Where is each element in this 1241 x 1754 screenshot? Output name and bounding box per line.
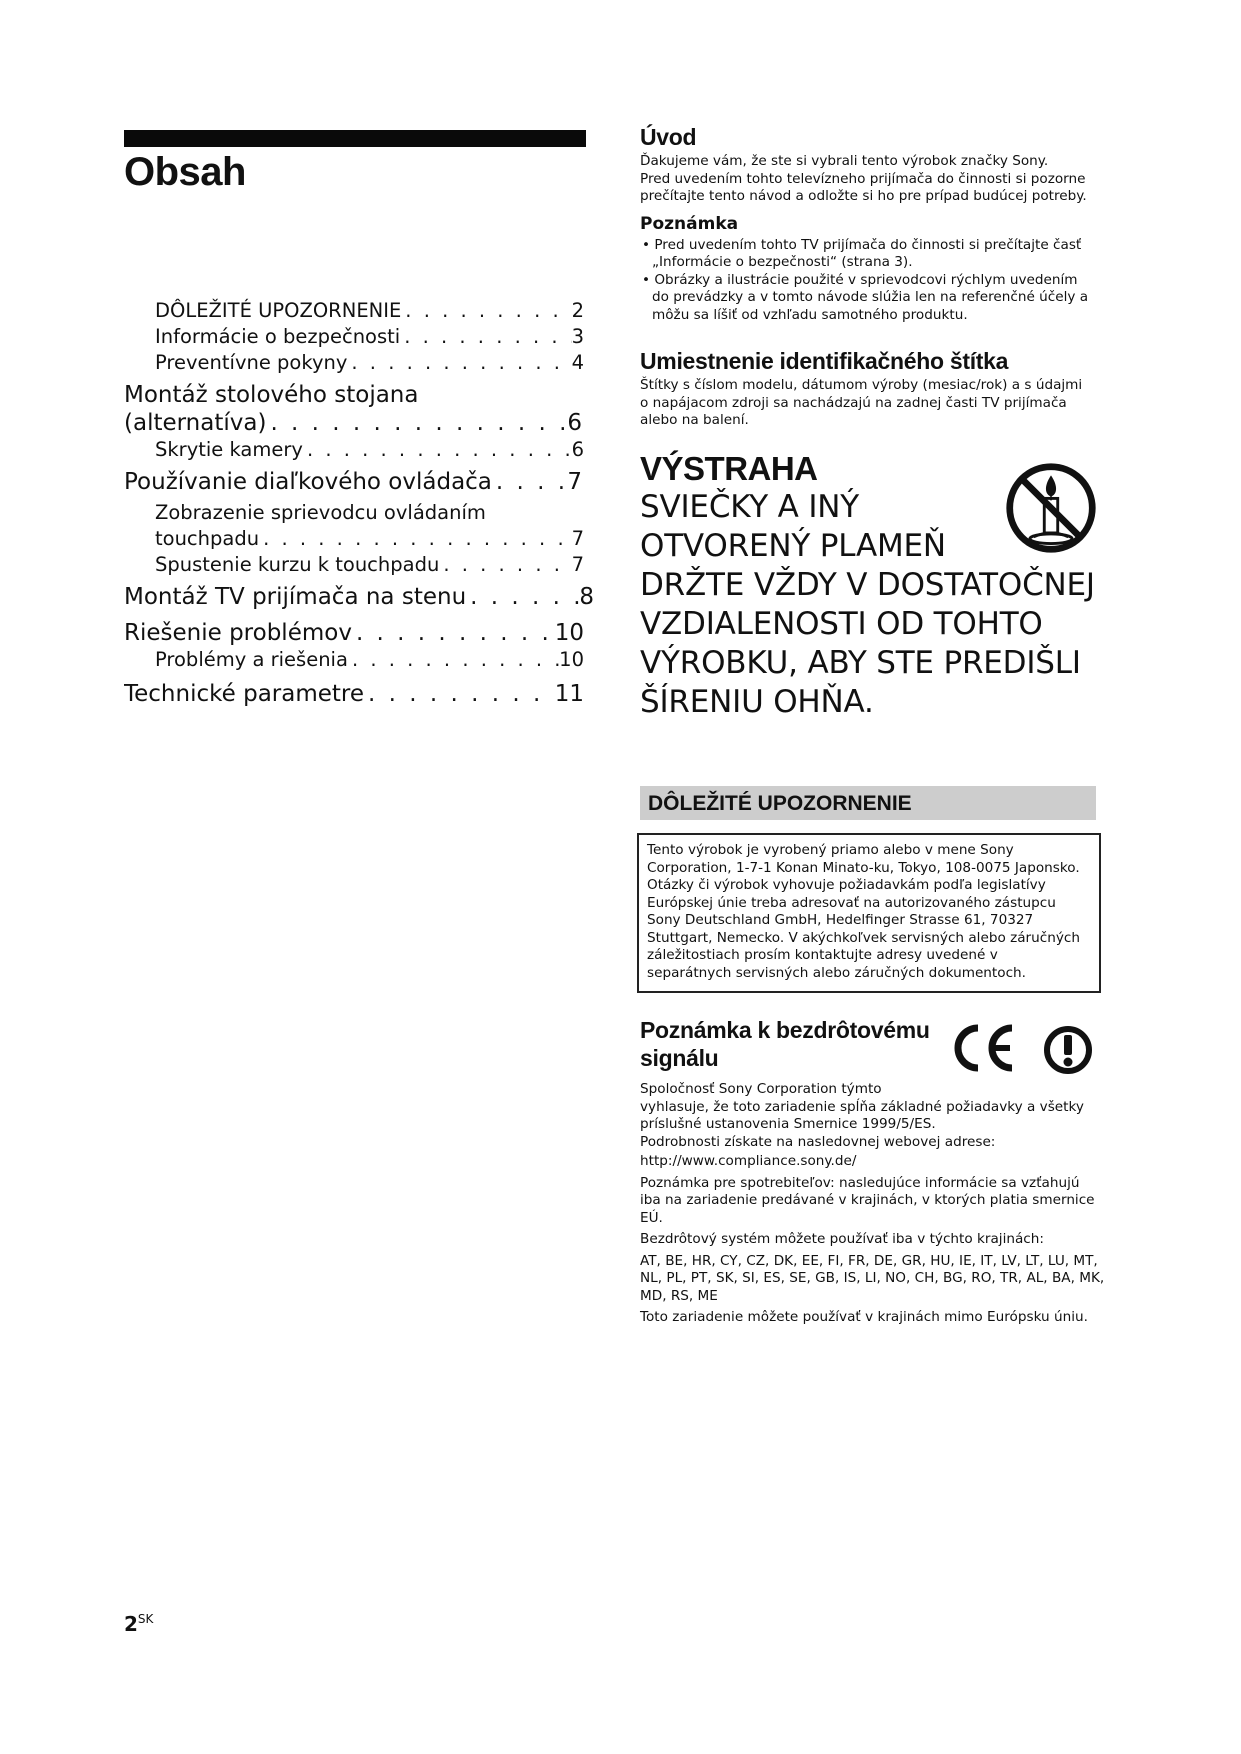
wireless-heading: Poznámka k bezdrôtovému signálu xyxy=(640,1017,930,1071)
language-code: SK xyxy=(137,1612,154,1626)
intro-line: prečítajte tento návod a odložte si ho pre prípad budúcej potreby. xyxy=(640,188,1087,204)
toc-entry[interactable]: Informácie o bezpečnosti . . . 3 xyxy=(124,324,594,350)
compliance-url[interactable]: http://www.compliance.sony.de/ xyxy=(640,1153,857,1169)
label-location-heading: Umiestnenie identifikačného štítka xyxy=(640,348,1009,374)
page-number: $2^{SK}$ xyxy=(124,1612,154,1636)
note-heading: Poznámka xyxy=(640,213,739,234)
toc-entry-line1[interactable]: Zobrazenie sprievodcu ovládaním xyxy=(155,501,486,524)
important-notice-heading: DÔLEŽITÉ UPOZORNENIE xyxy=(640,786,1096,820)
toc-entry[interactable]: Technické parametre . . . 11 xyxy=(124,680,594,708)
alert-mark-icon xyxy=(1042,1024,1094,1076)
intro-line: Ďakujeme vám, že ste si vybrali tento výrobok značky Sony. xyxy=(640,153,1049,169)
toc-entry[interactable]: Používanie diaľkového ovládača . . . 7 xyxy=(124,468,594,496)
toc-entry[interactable]: Preventívne pokyny . . . 4 xyxy=(124,350,594,376)
toc-entry[interactable]: (alternatíva) . . . 6 xyxy=(124,409,594,437)
important-notice-box: Tento výrobok je vyrobený priamo alebo v mene Sony Corporation, 1-7-1 Konan Minato-ku, Tokyo, 108-0075 Japonsko. Otázky či výrobok vyhovuje požiadavkám podľa legislatívy Európskej únie treba adresovať na autorizovaného zástupcu Sony Deutschland GmbH, Hedelfinger Strasse 61, 70327 Stuttgart, Nemecko. V akýchkoľvek servisných alebo záručných záležitostiach prosím kontaktujte adresy uvedené v separátnych servisných alebo záručných dokumentoch. xyxy=(637,833,1101,993)
intro-line: Pred uvedením tohto televízneho prijímača do činnosti si pozorne xyxy=(640,170,1086,187)
ce-mark-icon xyxy=(948,1022,1016,1074)
toc-title-bar xyxy=(124,130,586,147)
toc-entry[interactable]: DÔLEŽITÉ UPOZORNENIE . . . 2 xyxy=(124,298,594,324)
label-location-section: Umiestnenie identifikačného štítka Štítky s číslom modelu, dátumom výroby (mesiac/rok) a s údajmi o napájacom zdroji sa nachádzajú na zadnej časti TV prijímača alebo na balení. xyxy=(640,348,1108,430)
toc-entry[interactable]: Montáž TV prijímača na stenu . . . 8 xyxy=(124,583,594,611)
no-open-flame-icon xyxy=(1003,460,1099,556)
note-bullet: • Pred uvedením tohto TV prijímača do činnosti si prečítajte časť „Informácie o bezpečnosti“ (strana 3). xyxy=(642,236,1082,270)
warning-text: SVIEČKY A INÝ OTVORENÝ PLAMEŇ DRŽTE VŽDY V DOSTATOČNEJ VZDIALENOSTI OD TOHTO VÝROBKU, ABY STE PREDIŠLI ŠÍRENIU OHŇA. xyxy=(640,489,1095,720)
toc-entry[interactable]: Riešenie problémov . . . 10 xyxy=(124,619,594,647)
table-of-contents xyxy=(124,298,594,708)
note-bullet: • Obrázky a ilustrácie použité v sprievodcovi rýchlym uvedením do prevádzky a v tomto návode slúžia len na referenčné účely a môžu sa líšiť od vzhľadu samotného produktu. xyxy=(642,271,1089,323)
intro-section xyxy=(640,124,1108,324)
toc-title: Obsah xyxy=(124,150,246,194)
toc-entry-line1[interactable]: Montáž stolového stojana xyxy=(124,382,419,408)
toc-entry[interactable]: Skrytie kamery . . . 6 xyxy=(124,437,594,463)
toc-entry[interactable]: Problémy a riešenia . . . 10 xyxy=(124,647,594,673)
toc-entry[interactable]: touchpadu . . . 7 xyxy=(124,526,594,552)
toc-entry[interactable]: Spustenie kurzu k touchpadu . . . 7 xyxy=(124,552,594,578)
warning-title: VÝSTRAHA xyxy=(640,450,818,487)
wireless-section: Poznámka k bezdrôtovému signálu Spoločnosť Sony Corporation týmto vyhlasuje, že toto zariadenie spĺňa základné požiadavky a všetky príslušné ustanovenia Smernice 1999/5/ES. Podrobnosti získate na nasledovnej webovej adrese: http://www.compliance.sony.de/ Poznámka pre spotrebiteľov: nasledujúce informácie sa vzťahujú iba na zariadenie predávané v krajinách, v ktorých platia smernice EÚ. Bezdrôtový systém môžete používať iba v týchto krajinách: AT, BE, HR, CY, CZ, DK, EE, FI, FR, DE, GR, HU, IE, IT, LV, LT, LU, MT, NL, PL, PT, SK, SI, ES, SE, GB, IS, LI, NO, CH, BG, RO, TR, AL, BA, MK, MD, RS, ME Toto zariadenie môžete používať v krajinách mimo Európsku úniu. xyxy=(640,1016,1108,1327)
intro-heading: Úvod xyxy=(640,124,697,150)
